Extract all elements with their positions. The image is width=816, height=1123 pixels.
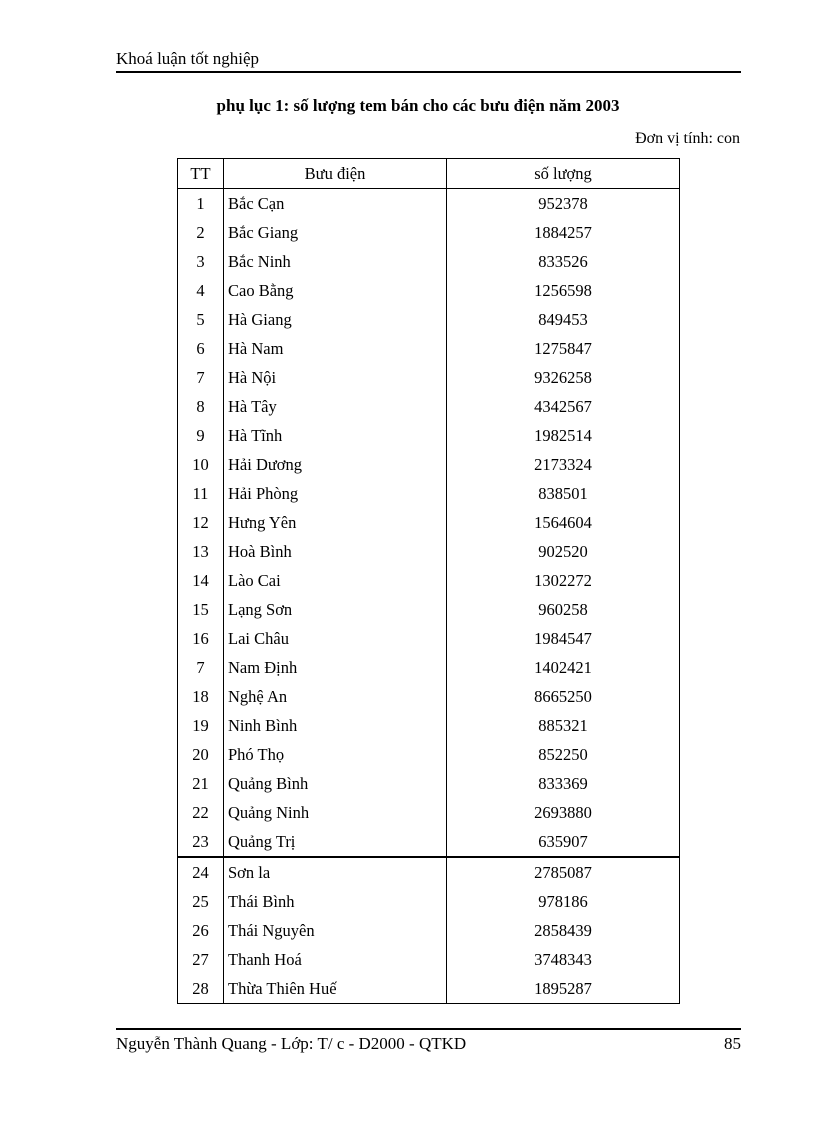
row-post-office: Lai Châu xyxy=(224,624,447,653)
row-post-office: Hà Nam xyxy=(224,334,447,363)
row-index: 23 xyxy=(178,827,224,857)
page-title: phụ lục 1: số lượng tem bán cho các bưu điện năm 2003 xyxy=(216,96,620,115)
row-quantity: 885321 xyxy=(447,711,680,740)
table-row xyxy=(178,740,680,769)
row-post-office: Sơn la xyxy=(224,857,447,887)
column-header-name: Bưu điện xyxy=(224,159,447,189)
row-quantity: 952378 xyxy=(447,189,680,219)
row-index: 13 xyxy=(178,537,224,566)
column-header-tt: TT xyxy=(178,159,224,189)
table-row xyxy=(178,305,680,334)
row-index: 10 xyxy=(178,450,224,479)
table-row xyxy=(178,334,680,363)
row-post-office: Ninh Bình xyxy=(224,711,447,740)
row-index: 9 xyxy=(178,421,224,450)
row-quantity: 1302272 xyxy=(447,566,680,595)
table-row xyxy=(178,276,680,305)
row-post-office: Hà Tĩnh xyxy=(224,421,447,450)
row-post-office: Quảng Ninh xyxy=(224,798,447,827)
row-post-office: Lào Cai xyxy=(224,566,447,595)
row-quantity: 1884257 xyxy=(447,218,680,247)
table-row xyxy=(178,247,680,276)
table-row xyxy=(178,711,680,740)
table-header-row xyxy=(178,159,680,189)
row-quantity: 2173324 xyxy=(447,450,680,479)
row-post-office: Lạng Sơn xyxy=(224,595,447,624)
row-index: 2 xyxy=(178,218,224,247)
row-quantity: 833369 xyxy=(447,769,680,798)
row-quantity: 1256598 xyxy=(447,276,680,305)
row-quantity: 8665250 xyxy=(447,682,680,711)
row-quantity: 4342567 xyxy=(447,392,680,421)
row-quantity: 849453 xyxy=(447,305,680,334)
page-number: 85 xyxy=(724,1034,741,1053)
row-index: 6 xyxy=(178,334,224,363)
row-quantity: 2785087 xyxy=(447,857,680,887)
row-quantity: 3748343 xyxy=(447,945,680,974)
row-post-office: Quảng Bình xyxy=(224,769,447,798)
table-row xyxy=(178,392,680,421)
footer-divider xyxy=(116,1028,741,1030)
table-row xyxy=(178,450,680,479)
row-post-office: Hải Phòng xyxy=(224,479,447,508)
row-post-office: Thái Nguyên xyxy=(224,916,447,945)
row-post-office: Hoà Bình xyxy=(224,537,447,566)
row-quantity: 635907 xyxy=(447,827,680,857)
row-post-office: Nam Định xyxy=(224,653,447,682)
row-quantity: 838501 xyxy=(447,479,680,508)
row-index: 26 xyxy=(178,916,224,945)
table-row xyxy=(178,624,680,653)
row-quantity: 1895287 xyxy=(447,974,680,1004)
row-post-office: Hà Nội xyxy=(224,363,447,392)
column-header-qty: số lượng xyxy=(447,159,680,189)
row-post-office: Hưng Yên xyxy=(224,508,447,537)
unit-note: Đơn vị tính: con xyxy=(635,130,740,147)
row-post-office: Thừa Thiên Huế xyxy=(224,974,447,1004)
row-post-office: Bắc Giang xyxy=(224,218,447,247)
row-post-office: Phó Thọ xyxy=(224,740,447,769)
row-index: 18 xyxy=(178,682,224,711)
row-index: 1 xyxy=(178,189,224,219)
row-quantity: 960258 xyxy=(447,595,680,624)
table-row xyxy=(178,974,680,1004)
table-row xyxy=(178,857,680,887)
row-index: 7 xyxy=(178,363,224,392)
row-index: 19 xyxy=(178,711,224,740)
row-index: 22 xyxy=(178,798,224,827)
row-post-office: Bắc Cạn xyxy=(224,189,447,219)
row-quantity: 978186 xyxy=(447,887,680,916)
table-row xyxy=(178,916,680,945)
row-post-office: Hà Giang xyxy=(224,305,447,334)
row-index: 3 xyxy=(178,247,224,276)
row-quantity: 852250 xyxy=(447,740,680,769)
row-quantity: 1402421 xyxy=(447,653,680,682)
row-quantity: 833526 xyxy=(447,247,680,276)
row-quantity: 1275847 xyxy=(447,334,680,363)
table-row xyxy=(178,945,680,974)
table-row xyxy=(178,682,680,711)
row-quantity: 9326258 xyxy=(447,363,680,392)
row-index: 15 xyxy=(178,595,224,624)
row-post-office: Hải Dương xyxy=(224,450,447,479)
row-index: 7 xyxy=(178,653,224,682)
header-divider xyxy=(116,71,741,73)
row-index: 12 xyxy=(178,508,224,537)
row-index: 20 xyxy=(178,740,224,769)
row-post-office: Cao Bằng xyxy=(224,276,447,305)
table-row xyxy=(178,653,680,682)
table-row xyxy=(178,363,680,392)
row-index: 21 xyxy=(178,769,224,798)
table-row xyxy=(178,769,680,798)
data-table xyxy=(177,158,680,1004)
footer-author: Nguyễn Thành Quang - Lớp: T/ c - D2000 - QTKD xyxy=(116,1034,467,1053)
row-index: 4 xyxy=(178,276,224,305)
row-quantity: 902520 xyxy=(447,537,680,566)
table-row xyxy=(178,189,680,219)
row-quantity: 1984547 xyxy=(447,624,680,653)
row-index: 24 xyxy=(178,857,224,887)
page-header: Khoá luận tốt nghiệp xyxy=(116,49,260,68)
row-post-office: Quảng Trị xyxy=(224,827,447,857)
row-index: 25 xyxy=(178,887,224,916)
table-row xyxy=(178,887,680,916)
row-index: 5 xyxy=(178,305,224,334)
row-post-office: Thái Bình xyxy=(224,887,447,916)
row-index: 27 xyxy=(178,945,224,974)
row-index: 8 xyxy=(178,392,224,421)
table-row xyxy=(178,595,680,624)
row-quantity: 1982514 xyxy=(447,421,680,450)
table-row xyxy=(178,798,680,827)
row-post-office: Nghệ An xyxy=(224,682,447,711)
table-row xyxy=(178,479,680,508)
row-index: 11 xyxy=(178,479,224,508)
row-post-office: Thanh Hoá xyxy=(224,945,447,974)
row-quantity: 2858439 xyxy=(447,916,680,945)
row-quantity: 2693880 xyxy=(447,798,680,827)
row-index: 14 xyxy=(178,566,224,595)
table-row xyxy=(178,537,680,566)
table-row xyxy=(178,566,680,595)
row-post-office: Hà Tây xyxy=(224,392,447,421)
row-post-office: Bắc Ninh xyxy=(224,247,447,276)
data-table-container xyxy=(177,158,680,1004)
table-row xyxy=(178,218,680,247)
row-index: 16 xyxy=(178,624,224,653)
table-row xyxy=(178,421,680,450)
row-index: 28 xyxy=(178,974,224,1004)
table-row xyxy=(178,827,680,857)
table-row xyxy=(178,508,680,537)
row-quantity: 1564604 xyxy=(447,508,680,537)
